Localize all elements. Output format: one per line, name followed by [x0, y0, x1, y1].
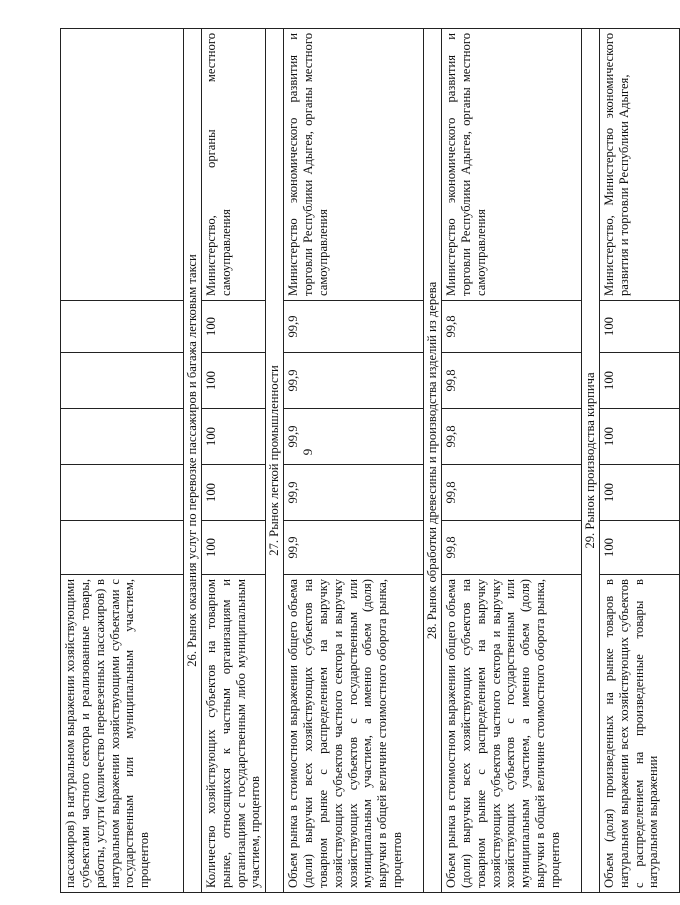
section-title: 29. Рынок производства кирпича	[582, 29, 600, 893]
section-title: 26. Рынок оказания услуг по перевозке пассажиров и багажа легковым такси	[184, 29, 202, 893]
indicator-value-1: 100	[201, 521, 265, 575]
indicator-description: Объем рынка в стоимостном выражении общего объема (доли) выручки всех хозяйствующих субъектов на товарном рынке с распределением на выручку хозяйствующих субъектов частного сектора и выручку хозяйствующих субъектов с государственным или муниципальным участием, а именно объем (доля) выручки в общей величине стоимостного оборота рынка, процентов	[284, 575, 424, 893]
indicator-value-2: 99,8	[442, 465, 582, 521]
section-header-row	[582, 29, 600, 893]
indicator-value-4: 100	[599, 353, 679, 409]
responsible-executors: Министерство экономического развития и торговли Республики Адыгея, органы местного самоуправления	[284, 29, 424, 301]
indicator-value-5: 99,8	[442, 301, 582, 353]
indicator-value-2: 100	[599, 465, 679, 521]
indicator-value-3: 99,9	[284, 409, 424, 465]
indicator-value-4: 99,9	[284, 353, 424, 409]
indicator-value-1: 99,8	[442, 521, 582, 575]
indicator-value-3: 99,8	[442, 409, 582, 465]
indicator-value-4: 99,8	[442, 353, 582, 409]
section-header-row	[184, 29, 202, 893]
responsible-executors	[61, 29, 184, 301]
indicator-value-1: 100	[599, 521, 679, 575]
indicator-value-2: 100	[201, 465, 265, 521]
responsible-executors: Министерство, органы местного самоуправления	[201, 29, 265, 301]
indicator-value-2: 99,9	[284, 465, 424, 521]
table-row	[442, 29, 582, 893]
section-title: 28. Рынок обработки древесины и производства изделий из дерева	[424, 29, 442, 893]
indicator-value-3: 100	[201, 409, 265, 465]
responsible-executors: Министерство, Министерство экономического развития и торговли Республики Адыгея,	[599, 29, 679, 301]
indicator-description: Количество хозяйствующих субъектов на товарном рынке, относящихся к частным организациям и организациям с государственным либо муниципальным участием, процентов	[201, 575, 265, 893]
table-row	[201, 29, 265, 893]
indicators-table	[60, 28, 680, 893]
indicator-description: пассажиров) в натуральном выражении хозяйствующими субъектами частного сектора и реализованные товары, работы, услуги (количество перевезенных пассажиров) в натуральном выражении хозяйствующими субъектами с государственным или муниципальным участием, процентов	[61, 575, 184, 893]
page-number: 9	[300, 448, 315, 456]
indicator-value-4: 100	[201, 353, 265, 409]
indicator-value-5: 100	[201, 301, 265, 353]
table-body	[61, 29, 680, 893]
responsible-executors: Министерство экономического развития и торговли Республики Адыгея, органы местного самоуправления	[442, 29, 582, 301]
table-row	[599, 29, 679, 893]
table-row	[61, 29, 184, 893]
rotated-page	[60, 29, 661, 893]
indicator-value-3: 100	[599, 409, 679, 465]
section-header-row	[266, 29, 284, 893]
section-title: 27. Рынок легкой промышленности	[266, 29, 284, 893]
indicator-value-2	[61, 465, 184, 521]
indicator-description: Объем (доля) произведенных на рынке товаров в натуральном выражении всех хозяйствующих субъектов с распределением на произведенные товары в натуральном выражении	[599, 575, 679, 893]
indicator-value-5	[61, 301, 184, 353]
section-header-row	[424, 29, 442, 893]
indicator-value-4	[61, 353, 184, 409]
indicator-value-1: 99,9	[284, 521, 424, 575]
indicator-value-1	[61, 521, 184, 575]
indicator-value-5: 99,9	[284, 301, 424, 353]
indicator-description: Объем рынка в стоимостном выражении общего объема (доли) выручки всех хозяйствующих субъектов на товарном рынке с распределением на выручку хозяйствующих субъектов частного сектора и выручку хозяйствующих субъектов с государственным или муниципальным участием, а именно объем (доля) выручки в общей величине стоимостного оборота рынка, процентов	[442, 575, 582, 893]
indicator-value-3	[61, 409, 184, 465]
table-row	[284, 29, 424, 893]
indicator-value-5: 100	[599, 301, 679, 353]
